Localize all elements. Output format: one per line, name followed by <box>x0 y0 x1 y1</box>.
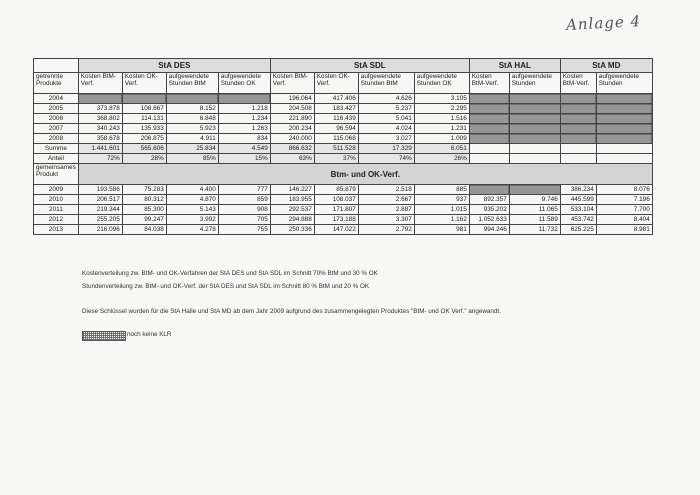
table-cell: 116.439 <box>314 114 358 124</box>
sum-row <box>34 144 653 154</box>
group-header-hal: StA HAL <box>469 59 560 73</box>
table-cell: 11.065 <box>509 205 560 215</box>
column-header-des-hours-btm: aufgewendete Stunden BtM <box>166 73 218 94</box>
table-cell: 99.247 <box>122 215 166 225</box>
table-cell: 373.878 <box>78 104 122 114</box>
table-cell: 206.517 <box>78 195 122 205</box>
table-cell: 866.632 <box>270 144 314 154</box>
table-cell: 1.015 <box>414 205 469 215</box>
table-cell: 84.038 <box>122 225 166 235</box>
year-cell: 2005 <box>34 104 79 114</box>
no-klr-cell <box>596 114 652 124</box>
year-cell: 2008 <box>34 134 79 144</box>
table-cell: 196.064 <box>270 94 314 104</box>
column-header-hal-hours: aufgewendete Stunden <box>509 73 560 94</box>
no-klr-cell <box>560 124 596 134</box>
column-header-md-hours: aufgewendete Stunden <box>596 73 652 94</box>
table-cell: 135.933 <box>122 124 166 134</box>
table-row <box>34 185 653 195</box>
table-cell: 11.589 <box>509 215 560 225</box>
group-header-row <box>34 59 653 73</box>
note-cost-distribution: Kostenverteilung zw. BtM- und OK-Verfahren der StA DES und StA SDL im Schnitt 70% BtM und 30 % OK <box>82 270 378 277</box>
table-cell: 173.188 <box>314 215 358 225</box>
no-klr-cell <box>560 104 596 114</box>
table-cell: 755 <box>218 225 270 235</box>
column-header-des-cost-ok: Kosten OK-Verf. <box>122 73 166 94</box>
table-cell: 1.009 <box>414 134 469 144</box>
table-cell: 114.131 <box>122 114 166 124</box>
table-cell: 216.096 <box>78 225 122 235</box>
table-cell: 453.742 <box>560 215 596 225</box>
combined-header-row <box>34 164 653 185</box>
table-cell: 7.700 <box>596 205 652 215</box>
table-cell: 625.225 <box>560 225 596 235</box>
column-header-sdl-hours-ok: aufgewendete Stunden OK <box>414 73 469 94</box>
no-klr-cell <box>560 134 596 144</box>
table-cell: 4.626 <box>358 94 414 104</box>
empty-cell <box>596 154 652 164</box>
legend-hatch-swatch <box>82 331 126 341</box>
table-cell: 4.024 <box>358 124 414 134</box>
table-cell: 937 <box>414 195 469 205</box>
table-cell: 5.143 <box>166 205 218 215</box>
table-row <box>34 94 653 104</box>
table-cell: 2.792 <box>358 225 414 235</box>
empty-cell <box>560 154 596 164</box>
table-cell: 1.162 <box>414 215 469 225</box>
table-cell: 108.037 <box>314 195 358 205</box>
table-cell: 859 <box>218 195 270 205</box>
table-cell: 26% <box>414 154 469 164</box>
table-cell: 4.911 <box>166 134 218 144</box>
table-cell: 7.196 <box>596 195 652 205</box>
table-cell: 908 <box>218 205 270 215</box>
column-header-hal-cost: Kosten BtM-Verf. <box>469 73 509 94</box>
table-cell: 885 <box>414 185 469 195</box>
table-cell: 2.295 <box>414 104 469 114</box>
no-klr-cell <box>78 94 122 104</box>
table-cell: 994.246 <box>469 225 509 235</box>
table-cell: 294.888 <box>270 215 314 225</box>
table-cell: 5.923 <box>166 124 218 134</box>
table-cell: 28% <box>122 154 166 164</box>
table-cell: 2.518 <box>358 185 414 195</box>
year-cell: 2004 <box>34 94 79 104</box>
table-cell: 8.152 <box>166 104 218 114</box>
table-cell: 204.508 <box>270 104 314 114</box>
empty-cell <box>560 144 596 154</box>
table-cell: 511.528 <box>314 144 358 154</box>
no-klr-cell <box>469 94 509 104</box>
table-cell: 3.105 <box>414 94 469 104</box>
group-header-des: StA DES <box>78 59 270 73</box>
table-cell: 219.344 <box>78 205 122 215</box>
table-cell: 4.400 <box>166 185 218 195</box>
table-cell: 417.406 <box>314 94 358 104</box>
table-cell: 96.594 <box>314 124 358 134</box>
table-row <box>34 114 653 124</box>
empty-cell <box>509 144 560 154</box>
table-cell: 183.427 <box>314 104 358 114</box>
no-klr-cell <box>218 94 270 104</box>
table-cell: 206.875 <box>122 134 166 144</box>
table-row <box>34 195 653 205</box>
table-cell: 4.549 <box>218 144 270 154</box>
empty-cell <box>469 144 509 154</box>
no-klr-cell <box>469 185 509 195</box>
column-header-sdl-cost-btm: Kosten BtM-Verf. <box>270 73 314 94</box>
note-key-applied: Diese Schlüssel wurden für die StA Halle und StA MD ab dem Jahr 2009 aufgrund des zusammengelegten Produktes "BtM- und OK Verf." angewandt. <box>82 308 501 315</box>
table-cell: 6.848 <box>166 114 218 124</box>
table-cell: 1.218 <box>218 104 270 114</box>
table-cell: 11.732 <box>509 225 560 235</box>
table-cell: 1.516 <box>414 114 469 124</box>
no-klr-cell <box>509 124 560 134</box>
note-hours-distribution: Stundenverteilung zw. BtM- und OK-Verf. der StA DES und StA SDL im Schnitt 80 % BtM und 20 % OK <box>82 283 370 290</box>
table-cell: 834 <box>218 134 270 144</box>
no-klr-cell <box>509 104 560 114</box>
table-cell: 80.312 <box>122 195 166 205</box>
table-row <box>34 215 653 225</box>
table-cell: 705 <box>218 215 270 225</box>
no-klr-cell <box>469 114 509 124</box>
sub-header-row <box>34 73 653 94</box>
no-klr-cell <box>509 114 560 124</box>
table-cell: 25.834 <box>166 144 218 154</box>
label-combined-product: gemeinsames Produkt <box>34 164 79 185</box>
table-cell: 200.234 <box>270 124 314 134</box>
label-separate-products: getrennte Produkte <box>34 73 79 94</box>
column-header-sdl-hours-btm: aufgewendete Stunden BtM <box>358 73 414 94</box>
table-cell: 72% <box>78 154 122 164</box>
table-cell: 292.537 <box>270 205 314 215</box>
table-cell: 368.802 <box>78 114 122 124</box>
table-cell: 1.052.633 <box>469 215 509 225</box>
table-row <box>34 134 653 144</box>
table-cell: 2.887 <box>358 205 414 215</box>
no-klr-cell <box>560 114 596 124</box>
table-cell: 8.076 <box>596 185 652 195</box>
table-cell: 777 <box>218 185 270 195</box>
table-cell: 17.329 <box>358 144 414 154</box>
table-row <box>34 205 653 215</box>
table-cell: 15% <box>218 154 270 164</box>
no-klr-cell <box>596 94 652 104</box>
table-cell: 386.234 <box>560 185 596 195</box>
empty-cell <box>509 154 560 164</box>
table-cell: 3.307 <box>358 215 414 225</box>
no-klr-cell <box>509 185 560 195</box>
corner-cell <box>34 59 79 73</box>
table-row <box>34 104 653 114</box>
cost-table <box>33 58 653 235</box>
table-row <box>34 225 653 235</box>
no-klr-cell <box>509 134 560 144</box>
table-cell: 171.807 <box>314 205 358 215</box>
table-cell: 8.404 <box>596 215 652 225</box>
combined-band-title: Btm- und OK-Verf. <box>78 164 652 185</box>
table-cell: 9.746 <box>509 195 560 205</box>
empty-cell <box>596 144 652 154</box>
year-cell: 2012 <box>34 215 79 225</box>
group-header-md: StA MD <box>560 59 652 73</box>
table-cell: 193.586 <box>78 185 122 195</box>
year-cell: 2010 <box>34 195 79 205</box>
table-cell: 892.357 <box>469 195 509 205</box>
table-cell: 533.104 <box>560 205 596 215</box>
no-klr-cell <box>469 134 509 144</box>
share-row <box>34 154 653 164</box>
table-cell: 4.870 <box>166 195 218 205</box>
sum-row-label: Summe <box>34 144 79 154</box>
table-cell: 565.606 <box>122 144 166 154</box>
table-cell: 147.022 <box>314 225 358 235</box>
table-cell: 115.068 <box>314 134 358 144</box>
table-cell: 1.234 <box>218 114 270 124</box>
table-cell: 85.300 <box>122 205 166 215</box>
year-cell: 2011 <box>34 205 79 215</box>
table-cell: 37% <box>314 154 358 164</box>
table-cell: 1.231 <box>414 124 469 134</box>
no-klr-cell <box>122 94 166 104</box>
table-cell: 5.237 <box>358 104 414 114</box>
legend-text: noch keine KLR <box>127 331 172 338</box>
table-cell: 74% <box>358 154 414 164</box>
table-cell: 3.992 <box>166 215 218 225</box>
table-cell: 981 <box>414 225 469 235</box>
column-header-des-hours-ok: aufgewendete Stunden OK <box>218 73 270 94</box>
table-cell: 85% <box>166 154 218 164</box>
column-header-md-cost: Kosten BtM-Verf. <box>560 73 596 94</box>
share-row-label: Anteil <box>34 154 79 164</box>
no-klr-cell <box>560 94 596 104</box>
no-klr-cell <box>166 94 218 104</box>
annex-label: Anlage 4 <box>565 12 642 34</box>
table-cell: 221.890 <box>270 114 314 124</box>
table-cell: 358.678 <box>78 134 122 144</box>
table-cell: 935.202 <box>469 205 509 215</box>
table-cell: 183.955 <box>270 195 314 205</box>
year-cell: 2013 <box>34 225 79 235</box>
column-header-sdl-cost-ok: Kosten OK-Verf. <box>314 73 358 94</box>
empty-cell <box>469 154 509 164</box>
table-cell: 340.243 <box>78 124 122 134</box>
table-cell: 3.027 <box>358 134 414 144</box>
table-cell: 63% <box>270 154 314 164</box>
no-klr-cell <box>469 124 509 134</box>
year-cell: 2007 <box>34 124 79 134</box>
table-cell: 146.227 <box>270 185 314 195</box>
table-cell: 445.599 <box>560 195 596 205</box>
year-cell: 2006 <box>34 114 79 124</box>
no-klr-cell <box>596 134 652 144</box>
table-cell: 2.667 <box>358 195 414 205</box>
table-cell: 5.041 <box>358 114 414 124</box>
table-cell: 75.283 <box>122 185 166 195</box>
table-cell: 255.205 <box>78 215 122 225</box>
table-cell: 1.263 <box>218 124 270 134</box>
table-cell: 250.336 <box>270 225 314 235</box>
no-klr-cell <box>509 94 560 104</box>
no-klr-cell <box>596 104 652 114</box>
table-cell: 240.000 <box>270 134 314 144</box>
no-klr-cell <box>469 104 509 114</box>
table-row <box>34 124 653 134</box>
column-header-des-cost-btm: Kosten BtM-Verf. <box>78 73 122 94</box>
year-cell: 2009 <box>34 185 79 195</box>
no-klr-cell <box>596 124 652 134</box>
table-cell: 6.051 <box>414 144 469 154</box>
table-cell: 108.667 <box>122 104 166 114</box>
table-cell: 85.879 <box>314 185 358 195</box>
table-cell: 8.981 <box>596 225 652 235</box>
group-header-sdl: StA SDL <box>270 59 469 73</box>
table-cell: 4.278 <box>166 225 218 235</box>
table-cell: 1.441.601 <box>78 144 122 154</box>
